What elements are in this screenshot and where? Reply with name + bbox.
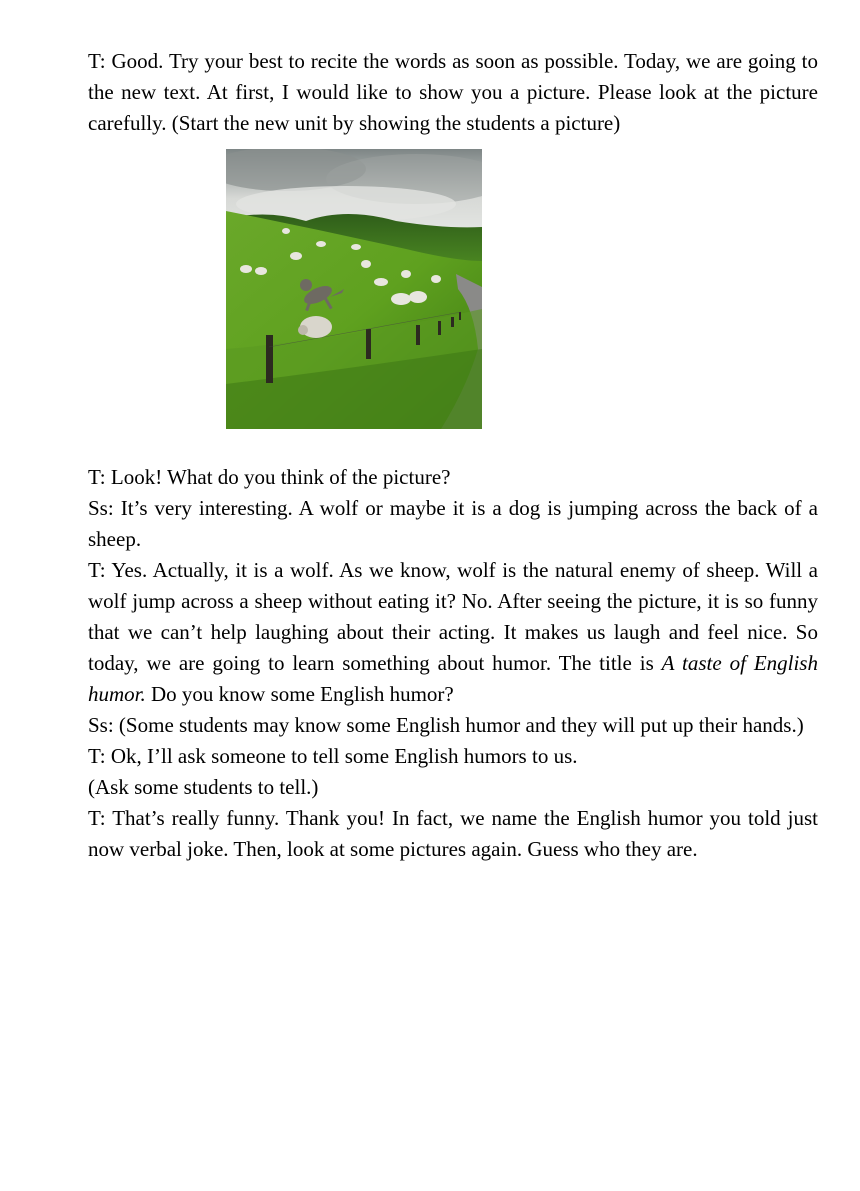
document-page	[88, 46, 818, 865]
lesson-title: A taste of English humor.	[88, 651, 818, 706]
intro-paragraph: T: Good. Try your best to recite the words as soon as possible. Today, we are going to the new text. At first, I would like to show you a picture. Please look at the picture carefully. (Start the new unit by showing the students a picture)	[88, 49, 818, 135]
dialogue-line: (Ask some students to tell.)	[88, 775, 319, 799]
dialogue-line: T: Look! What do you think of the picture?	[88, 465, 451, 489]
dialogue-line: Ss: It’s very interesting. A wolf or maybe it is a dog is jumping across the back of a sheep.	[88, 496, 818, 551]
dialogue-line: T: Ok, I’ll ask someone to tell some English humors to us.	[88, 744, 578, 768]
dialogue-line: Ss: (Some students may know some English humor and they will put up their hands.)	[88, 713, 804, 737]
dialogue-line: T: That’s really funny. Thank you! In fact, we name the English humor you told just now verbal joke. Then, look at some pictures again. Guess who they are.	[88, 806, 818, 861]
dialogue-line	[88, 555, 818, 710]
wolf-sheep-picture	[226, 149, 482, 429]
dialogue-text: T: Yes. Actually, it is a wolf. As we know, wolf is the natural enemy of sheep. Will a wolf jump across a sheep without eating it? No. After seeing the picture, it is so funny that we can’t help laughing about their acting. It makes us laugh and feel nice. So today, we are going to learn something about humor. The title is	[88, 558, 818, 675]
spacer	[88, 429, 818, 462]
dialogue-text: Do you know some English humor?	[145, 682, 454, 706]
